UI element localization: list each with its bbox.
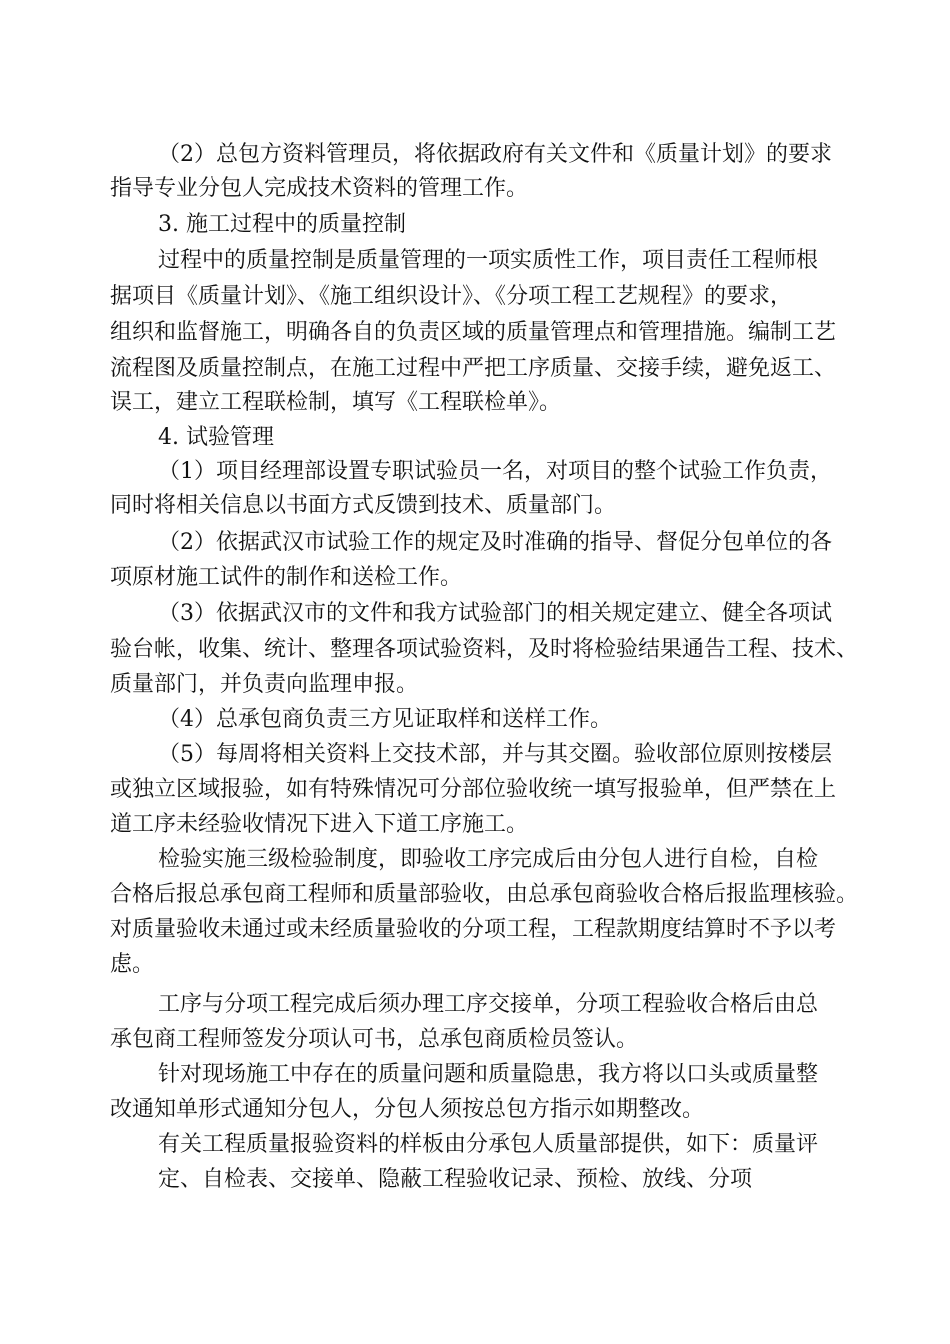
text-line: 指导专业分包人完成技术资料的管理工作。: [110, 176, 529, 201]
text-line: 或独立区域报验，如有特殊情况可分部位验收统一填写报验单，但严禁在上: [110, 777, 837, 802]
text-line: 过程中的质量控制是质量管理的一项实质性工作，项目责任工程师根: [158, 248, 819, 273]
text-line: （5）每周将相关资料上交技术部，并与其交圈。验收部位原则按楼层: [158, 742, 832, 767]
text-line: 同时将相关信息以书面方式反馈到技术、质量部门。: [110, 493, 617, 518]
text-line: 承包商工程师签发分项认可书，总承包商质检员签认。: [110, 1027, 639, 1052]
text-line: 流程图及质量控制点，在施工过程中严把工序质量、交接手续，避免返工、: [110, 356, 837, 381]
text-line: 项原材施工试件的制作和送检工作。: [110, 565, 463, 590]
text-line: 工序与分项工程完成后须办理工序交接单，分项工程验收合格后由总: [158, 992, 819, 1017]
text-line: 对质量验收未通过或未经质量验收的分项工程，工程款期度结算时不予以考: [110, 917, 837, 942]
text-line: 质量部门，并负责向监理申报。: [110, 672, 419, 697]
text-line: 组织和监督施工，明确各自的负责区域的质量管理点和管理措施。编制工艺: [110, 320, 837, 345]
text-line: （1）项目经理部设置专职试验员一名，对项目的整个试验工作负责，: [158, 459, 832, 484]
text-line: （4）总承包商负责三方见证取样和送样工作。: [158, 707, 612, 732]
text-line: 验台帐，收集、统计、整理各项试验资料，及时将检验结果通告工程、技术、: [110, 637, 859, 662]
text-line: 检验实施三级检验制度，即验收工序完成后由分包人进行自检，自检: [158, 847, 819, 872]
text-line: 道工序未经验收情况下进入下道工序施工。: [110, 812, 529, 837]
text-line: 有关工程质量报验资料的样板由分承包人质量部提供，如下：质量评: [158, 1132, 819, 1157]
text-line: 改通知单形式通知分包人，分包人须按总包方指示如期整改。: [110, 1097, 705, 1122]
text-line: （2）总包方资料管理员，将依据政府有关文件和《质量计划》的要求: [158, 142, 832, 167]
text-line: 据项目《质量计划》、《施工组织设计》、《分项工程工艺规程》的要求，: [110, 284, 793, 309]
text-line: 误工，建立工程联检制，填写《工程联检单》。: [110, 390, 562, 415]
section-heading: 4. 试验管理: [158, 425, 274, 450]
text-line: （3）依据武汉市的文件和我方试验部门的相关规定建立、健全各项试: [158, 601, 832, 626]
section-heading: 3. 施工过程中的质量控制: [158, 212, 406, 237]
text-line: 合格后报总承包商工程师和质量部验收，由总承包商验收合格后报监理核验。: [110, 882, 859, 907]
text-line: 虑。: [110, 952, 155, 977]
text-line: （2）依据武汉市试验工作的规定及时准确的指导、督促分包单位的各: [158, 530, 832, 555]
text-line: 针对现场施工中存在的质量问题和质量隐患，我方将以口头或质量整: [158, 1062, 819, 1087]
text-line: 定、自检表、交接单、隐蔽工程验收记录、预检、放线、分项: [158, 1167, 753, 1192]
